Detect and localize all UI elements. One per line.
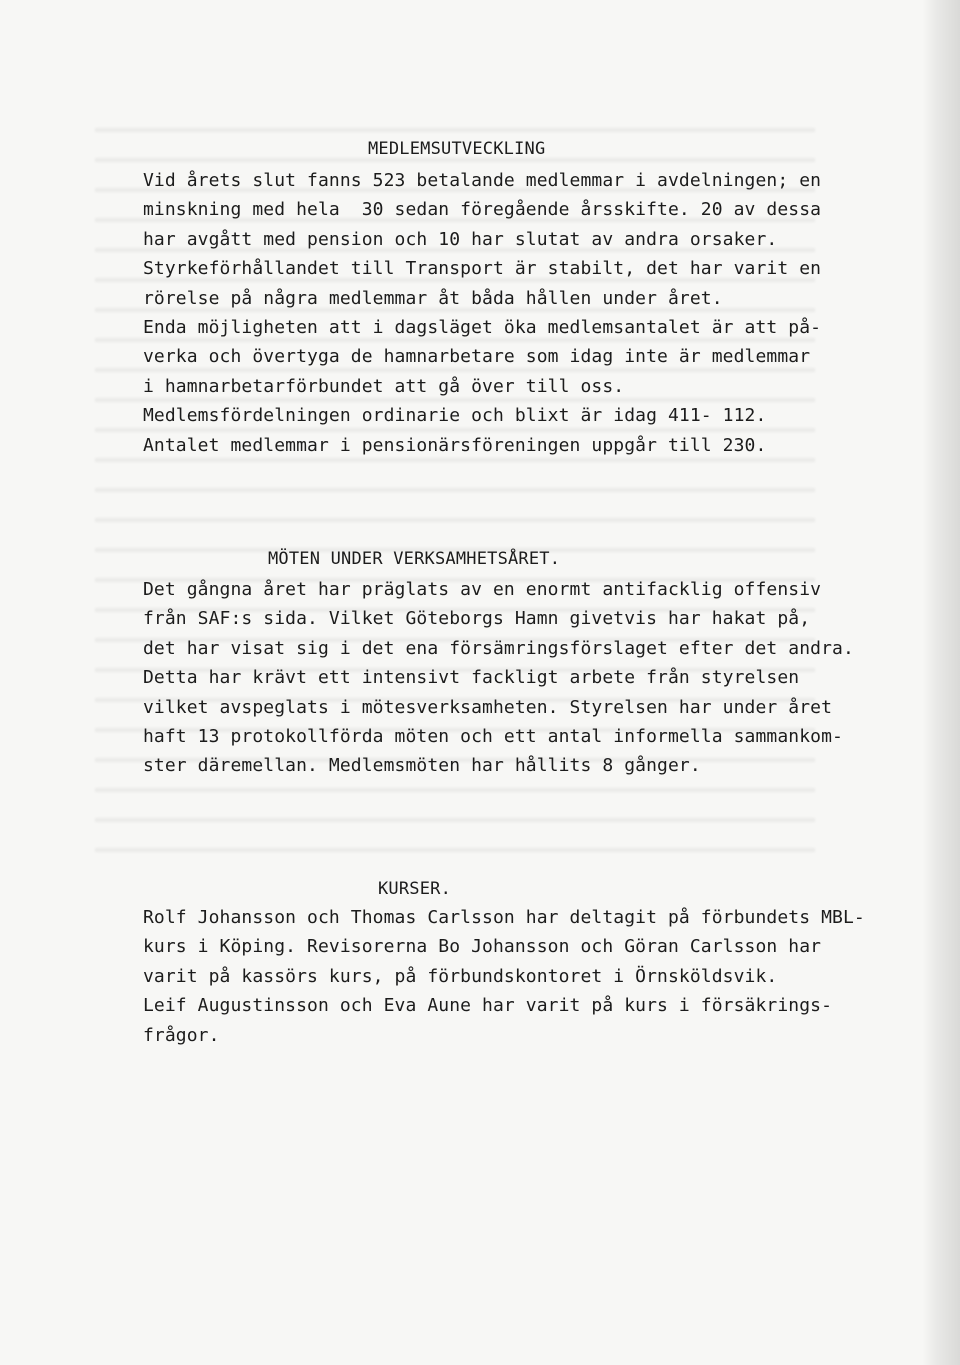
- section-courses: [143, 877, 865, 1050]
- section-heading: MEDLEMSUTVECKLING: [368, 139, 546, 159]
- text-line: Leif Augustinsson och Eva Aune har varit på kurs i försäkrings-: [143, 995, 833, 1017]
- text-line: minskning med hela 30 sedan föregående årsskifte. 20 av dessa: [143, 199, 822, 221]
- text-line: verka och övertyga de hamnarbetare som idag inte är medlemmar: [143, 346, 811, 368]
- text-line: haft 13 protokollförda möten och ett antal informella sammankom-: [143, 726, 843, 748]
- text-line: Vid årets slut fanns 523 betalande medlemmar i avdelningen; en: [143, 170, 822, 191]
- text-line: Det gångna året har präglats av en enormt antifacklig offensiv: [143, 579, 822, 600]
- section-membership: [143, 137, 822, 460]
- text-line: frågor.: [143, 1024, 220, 1046]
- text-line: vilket avspeglats i mötesverksamheten. Styrelsen har under året: [143, 696, 833, 718]
- text-line: Detta har krävt ett intensivt fackligt arbete från styrelsen: [143, 667, 800, 689]
- text-line: Styrkeförhållandet till Transport är stabilt, det har varit en: [143, 258, 822, 280]
- text-line: kurs i Köping. Revisorerna Bo Johansson och Göran Carlsson har: [143, 936, 822, 958]
- text-line: har avgått med pension och 10 har slutat av andra orsaker.: [143, 228, 778, 250]
- section-heading: MÖTEN UNDER VERKSAMHETSÅRET.: [268, 549, 561, 569]
- text-line: Rolf Johansson och Thomas Carlsson har deltagit på förbundets MBL-: [143, 907, 865, 928]
- text-line: ster däremellan. Medlemsmöten har hållits 8 gånger.: [143, 755, 701, 777]
- text-line: i hamnarbetarförbundet att gå över till oss.: [143, 375, 625, 397]
- page-edge-shadow: [922, 0, 960, 1365]
- text-line: varit på kassörs kurs, på förbundskontoret i Örnsköldsvik.: [143, 965, 778, 987]
- section-meetings: [143, 547, 854, 781]
- text-line: rörelse på några medlemmar åt båda hållen under året.: [143, 287, 723, 309]
- text-line: från SAF:s sida. Vilket Göteborgs Hamn givetvis har hakat på,: [143, 608, 811, 630]
- text-line: Antalet medlemmar i pensionärsföreningen uppgår till 230.: [143, 434, 767, 456]
- text-line: det har visat sig i det ena försämringsförslaget efter det andra.: [143, 637, 854, 659]
- text-line: Medlemsfördelningen ordinarie och blixt är idag 411- 112.: [143, 405, 767, 427]
- section-heading: KURSER.: [378, 879, 452, 899]
- text-line: Enda möjligheten att i dagsläget öka medlemsantalet är att på-: [143, 317, 822, 339]
